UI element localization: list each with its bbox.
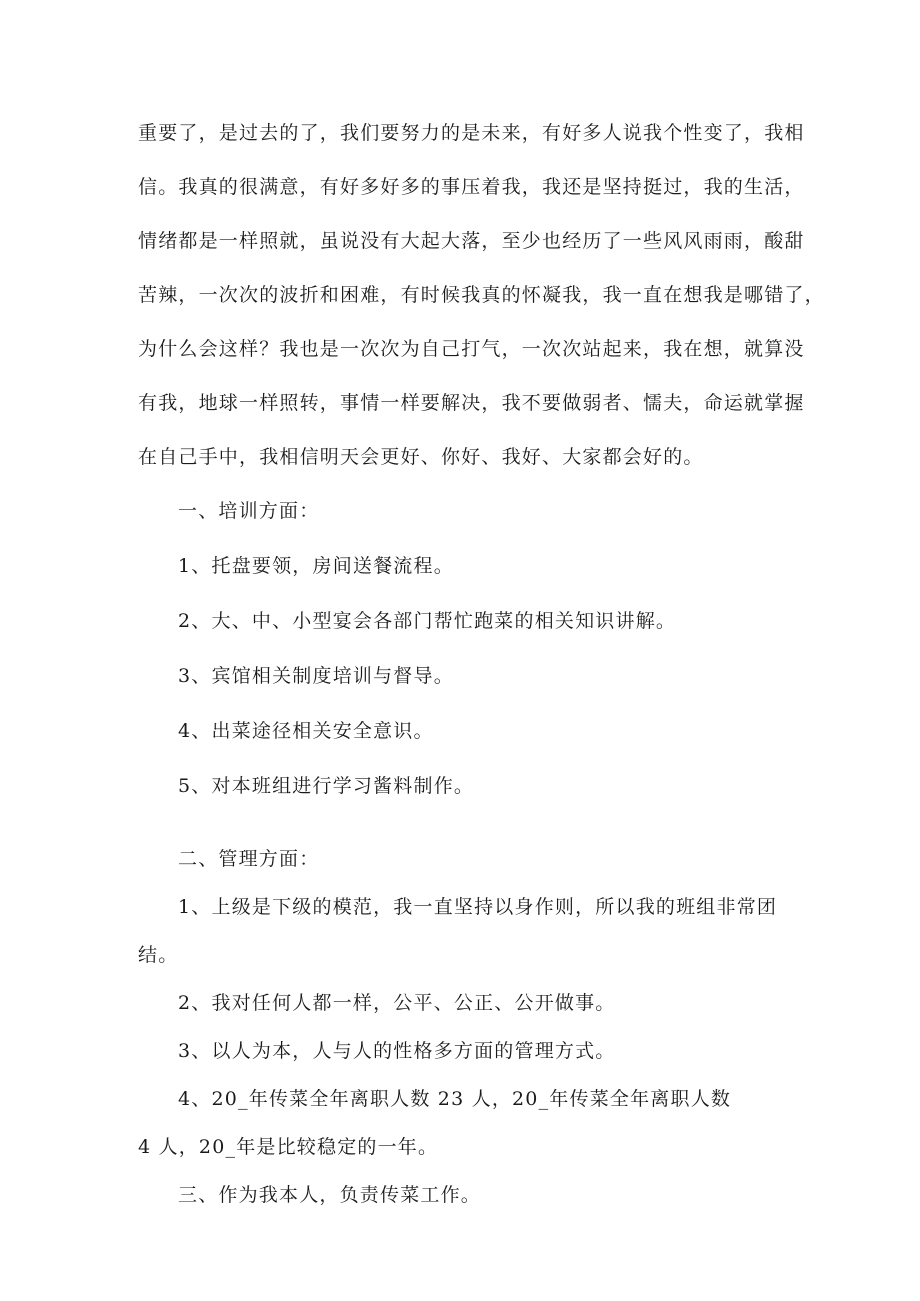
intro-line-7: 在自己手中，我相信明天会更好、你好、我好、大家都会好的。 xyxy=(138,446,704,468)
management-item-2: 2、我对任何人都一样，公平、公正、公开做事。 xyxy=(178,992,616,1014)
intro-line-1: 重要了，是过去的了，我们要努力的是未来，有好多人说我个性变了，我相 xyxy=(138,122,805,144)
intro-line-2: 信。我真的很满意，有好多好多的事压着我，我还是坚持挺过，我的生活， xyxy=(138,176,805,198)
intro-line-6: 有我，地球一样照转，事情一样要解决，我不要做弱者、懦夫，命运就掌握 xyxy=(138,392,805,414)
management-item-4-line-1: 4、20_年传菜全年离职人数 23 人，20_年传菜全年离职人数 xyxy=(178,1088,732,1110)
intro-line-3: 情绪都是一样照就，虽说没有大起大落，至少也经历了一些风风雨雨，酸甜 xyxy=(138,230,805,252)
training-item-5: 5、对本班组进行学习酱料制作。 xyxy=(178,775,475,797)
training-item-4: 4、出菜途径相关安全意识。 xyxy=(178,720,434,742)
training-item-3: 3、宾馆相关制度培训与督导。 xyxy=(178,665,454,687)
management-item-1-line-1: 1、上级是下级的模范，我一直坚持以身作则，所以我的班组非常团 xyxy=(178,896,778,918)
self-heading: 三、作为我本人，负责传菜工作。 xyxy=(178,1184,482,1206)
intro-line-4: 苦辣，一次次的波折和困难，有时候我真的怀凝我，我一直在想我是哪错了， xyxy=(138,284,825,306)
training-item-1: 1、托盘要领，房间送餐流程。 xyxy=(178,555,454,577)
management-item-1-line-2: 结。 xyxy=(138,944,179,966)
training-heading: 一、培训方面： xyxy=(178,500,320,522)
management-item-4-line-2: 4 人，20_年是比较稳定的一年。 xyxy=(138,1136,439,1158)
management-item-3: 3、以人为本，人与人的性格多方面的管理方式。 xyxy=(178,1040,616,1062)
training-item-2: 2、大、中、小型宴会各部门帮忙跑菜的相关知识讲解。 xyxy=(178,610,677,632)
management-heading: 二、管理方面： xyxy=(178,848,320,870)
intro-line-5: 为什么会这样？我也是一次次为自己打气，一次次站起来，我在想，就算没 xyxy=(138,338,805,360)
